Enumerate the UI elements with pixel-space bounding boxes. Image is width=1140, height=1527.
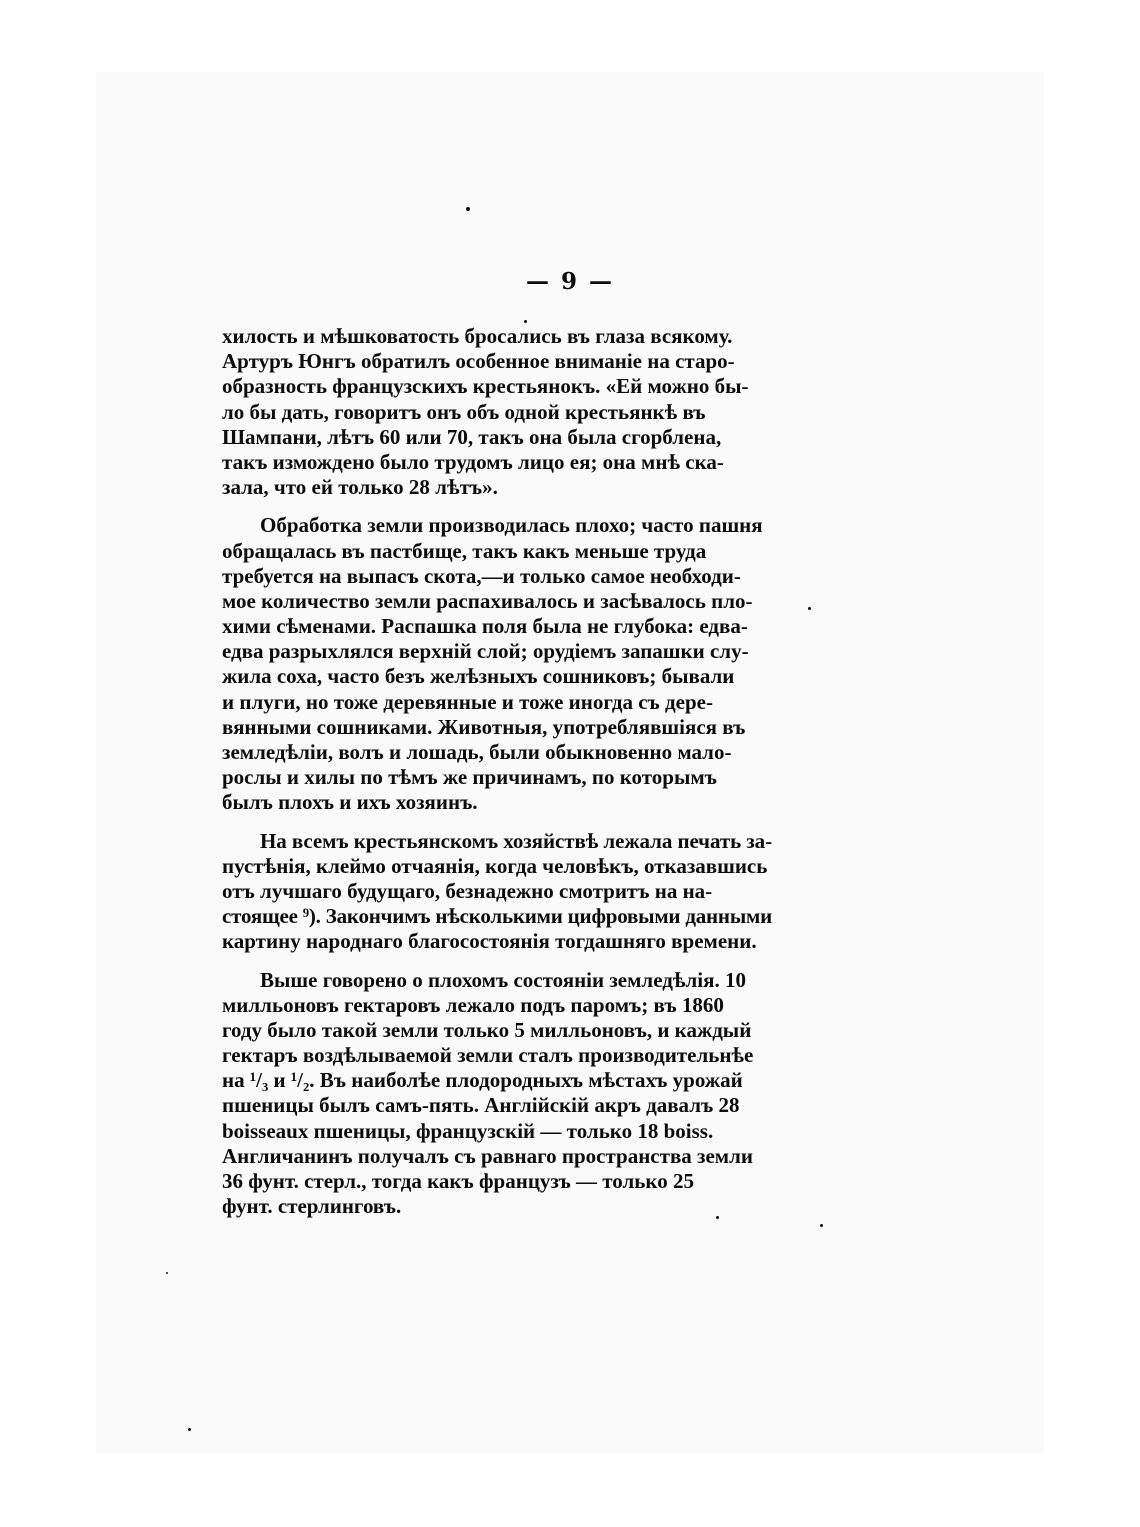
- text-line: Англичанинъ получалъ съ равнаго пространства земли: [222, 1143, 753, 1168]
- text-line: требуется на выпасъ скота,—и только самое необходи-: [222, 563, 741, 588]
- text-line: такъ измождено было трудомъ лицо ея; она мнѣ ска-: [222, 449, 724, 474]
- paragraph-4: [222, 968, 772, 1220]
- text-line: едва разрыхлялся верхній слой; орудіемъ запашки слу-: [222, 639, 749, 664]
- text-line: пустѣнія, клеймо отчаянія, когда человѣкъ, отказавшись: [222, 853, 768, 878]
- text-line: вянными сошниками. Животныя, употреблявшіяся въ: [222, 714, 746, 739]
- paragraph-3: [222, 829, 772, 955]
- text-line: на ¹/₃ и ¹/₂. Въ наиболѣе плодородныхъ мѣстахъ урожай: [222, 1068, 743, 1093]
- text-line: отъ лучшаго будущаго, безнадежно смотритъ на на-: [222, 878, 713, 903]
- text-line: Выше говорено о плохомъ состояніи земледѣлія. 10: [260, 967, 746, 992]
- text-line: Обработка земли производилась плохо; часто пашня: [260, 513, 763, 538]
- paragraph-1: [222, 324, 772, 500]
- ink-speck: [188, 1428, 191, 1431]
- ink-speck: [820, 1224, 823, 1227]
- ink-speck: [166, 1272, 168, 1274]
- ink-speck: [808, 607, 811, 610]
- ink-speck: [524, 320, 527, 323]
- text-line: жила соха, часто безъ желѣзныхъ сошниковъ; бывали: [222, 664, 735, 689]
- ink-speck: [466, 207, 470, 211]
- text-line: стоящее ⁹). Закончимъ нѣсколькими цифровыми данными: [222, 904, 772, 929]
- body-text: [222, 324, 772, 1219]
- text-line: милльоновъ гектаровъ лежало подъ паромъ; въ 1860: [222, 992, 724, 1017]
- text-line: пшеницы былъ самъ-пять. Англійскій акръ давалъ 28: [222, 1093, 740, 1118]
- text-line: хими сѣменами. Распашка поля была не глубока: едва-: [222, 614, 748, 639]
- text-line: картину народнаго благосостоянія тогдашняго времени.: [222, 929, 757, 954]
- text-line: и плуги, но тоже деревянные и тоже иногда съ дере-: [222, 689, 713, 714]
- text-line: зала, что ей только 28 лѣтъ».: [222, 475, 498, 500]
- text-line: Шампани, лѣтъ 60 или 70, такъ она была сгорблена,: [222, 424, 722, 449]
- text-line: мое количество земли распахивалось и засѣвалось пло-: [222, 588, 753, 613]
- page-number: — 9 —: [525, 268, 615, 295]
- text-line: фунт. стерлинговъ.: [222, 1194, 402, 1219]
- text-line: хилость и мѣшковатость бросались въ глаза всякому.: [222, 324, 733, 348]
- paragraph-2: [222, 513, 772, 815]
- text-line: На всемъ крестьянскомъ хозяйствѣ лежала печать за-: [260, 828, 772, 853]
- text-line: былъ плохъ и ихъ хозяинъ.: [222, 790, 478, 815]
- text-line: рослы и хилы по тѣмъ же причинамъ, по которымъ: [222, 765, 717, 790]
- text-line: гектаръ воздѣлываемой земли сталъ производительнѣе: [222, 1043, 754, 1068]
- text-line: обращалась въ пастбище, такъ какъ меньше труда: [222, 538, 707, 563]
- text-line: 36 фунт. стерл., тогда какъ французъ — только 25: [222, 1169, 694, 1193]
- text-line: ло бы дать, говоритъ онъ объ одной крестьянкѣ въ: [222, 399, 706, 424]
- text-line: boisseaux пшеницы, французскій — только 18 boiss.: [222, 1118, 714, 1143]
- text-line: году было такой земли только 5 милльоновъ, и каждый: [222, 1017, 752, 1042]
- text-line: образность французскихъ крестьянокъ. «Ей можно бы-: [222, 374, 749, 399]
- text-line: земледѣліи, волъ и лошадь, были обыкновенно мало-: [222, 740, 732, 764]
- text-line: Артуръ Юнгъ обратилъ особенное вниманіе на старо-: [222, 349, 735, 374]
